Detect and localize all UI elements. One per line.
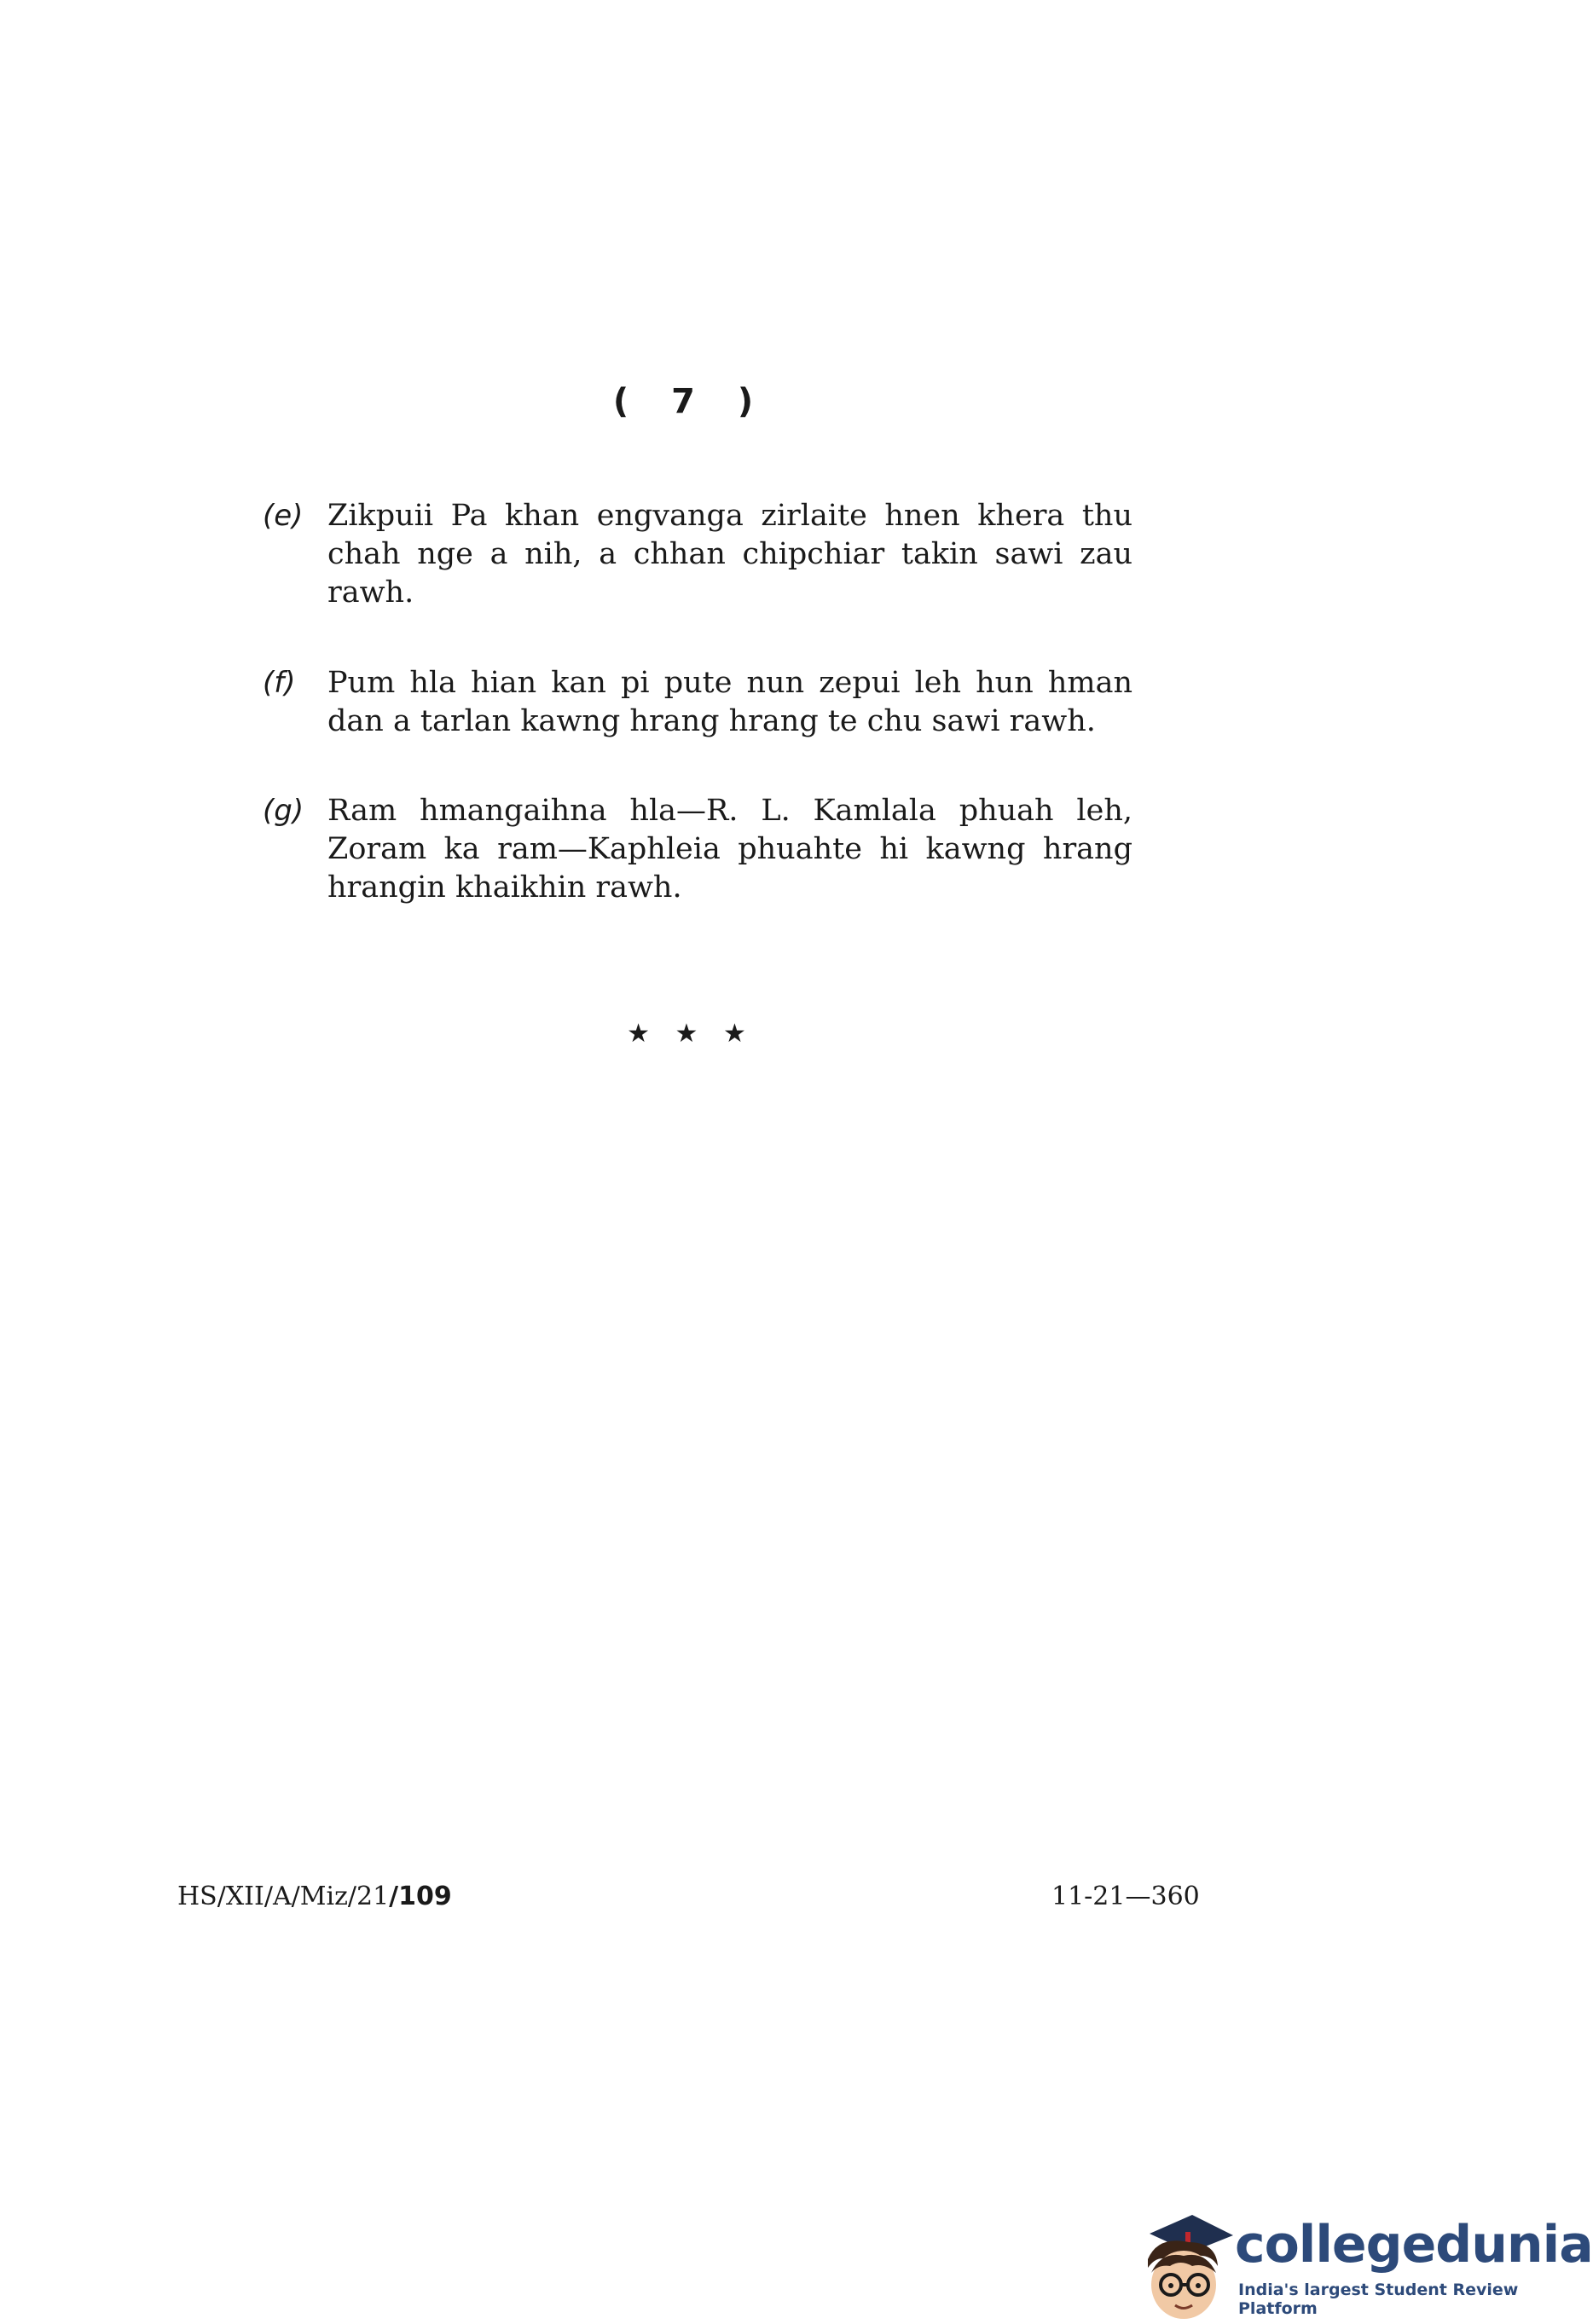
paper-code-number: /109 [389,1882,452,1911]
brand-name: collegedunia [1235,2215,1593,2275]
print-code: 11-21—360 [1051,1882,1200,1911]
question-label: (f) [263,666,296,700]
end-marker: ★ ★ ★ [627,1019,755,1049]
question-e [263,497,1132,612]
question-label: (e) [263,499,304,533]
brand-tagline: India's largest Student Review Platform [1238,2281,1519,2318]
question-text: Pum hla hian kan pi pute nun zepui leh hun hman dan a tarlan kawng hrang hrang te chu sawi rawh. [327,666,1132,738]
page-number: ( 7 ) [612,382,769,421]
collegedunia-watermark [1132,2200,1593,2324]
question-label: (g) [263,794,304,828]
question-text: Zikpuii Pa khan engvanga zirlaite hnen khera thu chah nge a nih, a chhan chipchiar takin sawi zau rawh. [327,499,1132,610]
question-text: Ram hmangaihna hla—R. L. Kamlala phuah leh, Zoram ka ram—Kaphleia phuahte hi kawng hrang hrangin khaikhin rawh. [327,794,1132,905]
mascot-icon [1132,2200,1235,2324]
paper-code-prefix: HS/XII/A/Miz/21 [177,1882,390,1911]
question-g [263,792,1132,907]
paper-code [177,1882,452,1911]
question-f [263,664,1132,741]
